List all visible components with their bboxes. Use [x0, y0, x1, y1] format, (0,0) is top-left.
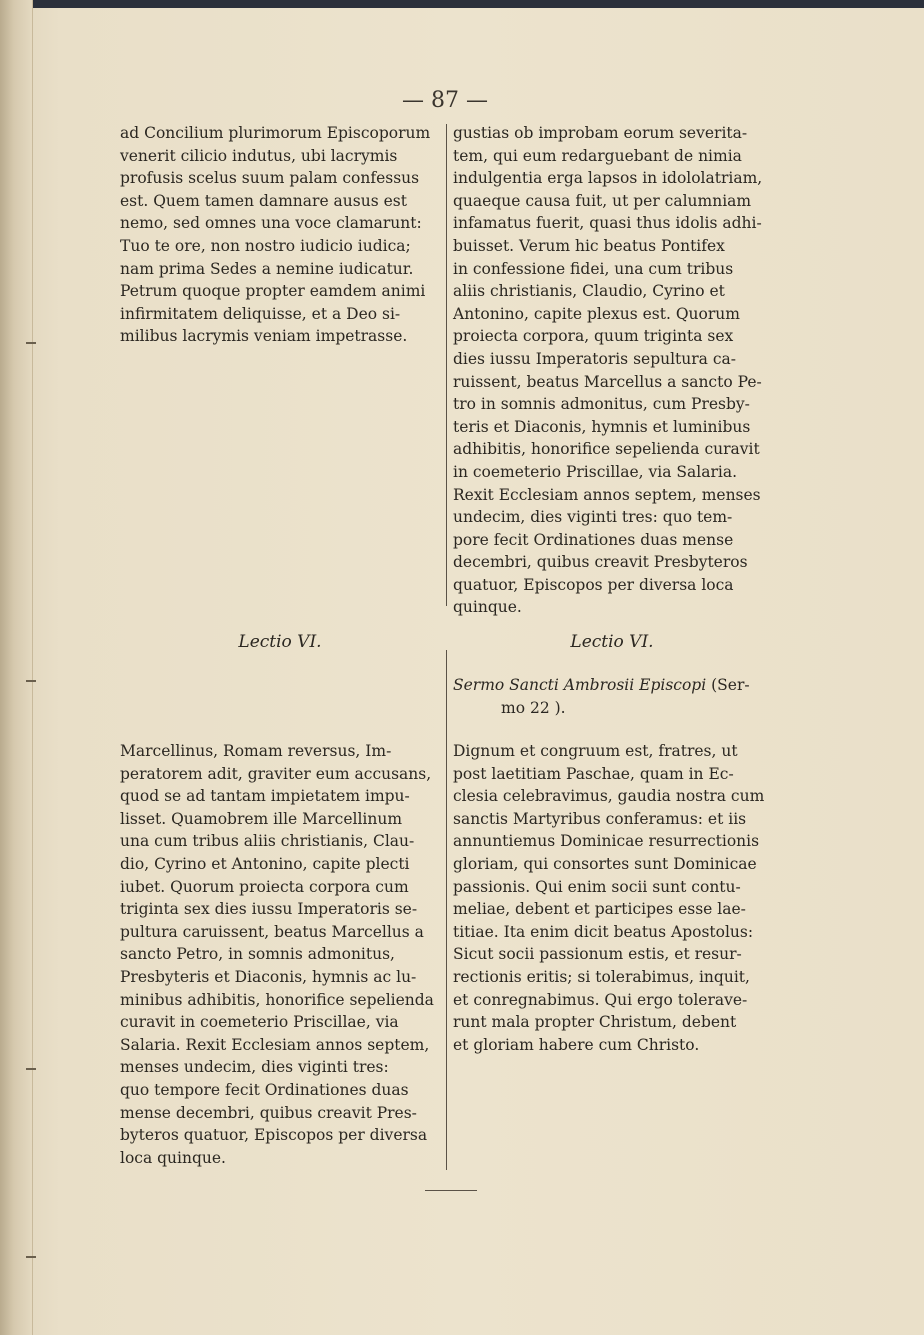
text-line: in confessione fidei, una cum tribus: [453, 259, 734, 278]
text-line: triginta sex dies iussu Imperatoris se-: [120, 900, 418, 919]
text-line: est. Quem tamen damnare ausus est: [120, 191, 407, 210]
text-line: Dignum et congruum est, fratres, ut: [453, 742, 738, 760]
text-line: curavit in coemeterio Priscillae, via: [120, 1013, 399, 1032]
text-line: sancto Petro, in somnis admonitus,: [120, 945, 395, 964]
text-line: Sicut socii passionum estis, et resur-: [453, 945, 742, 964]
spine-mark: [26, 1068, 36, 1070]
text-line: et conregnabimus. Qui ergo tolerave-: [453, 990, 748, 1009]
text-line: infirmitatem deliquisse, et a Deo si-: [120, 304, 401, 323]
text-line: annuntiemus Dominicae resurrectionis: [453, 832, 760, 851]
text-line: Marcellinus, Romam reversus, Im-: [120, 742, 392, 760]
text-line: buisset. Verum hic beatus Pontifex: [453, 236, 725, 255]
right-lectio-heading: Lectio VI.: [570, 632, 654, 652]
text-line: teris et Diaconis, hymnis et luminibus: [453, 417, 751, 436]
text-line: gustias ob improbam eorum severita-: [453, 124, 748, 142]
spine-mark: [26, 680, 36, 682]
text-line: et gloriam habere cum Christo.: [453, 1035, 700, 1054]
text-line: venerit cilicio indutus, ubi lacrymis: [120, 146, 398, 165]
text-line: gloriam, qui consortes sunt Dominicae: [453, 854, 757, 873]
text-line: milibus lacrymis veniam impetrasse.: [120, 327, 408, 346]
text-line: quo tempore fecit Ordinationes duas: [120, 1080, 409, 1099]
text-line: quinque.: [453, 598, 522, 617]
text-line: Antonino, capite plexus est. Quorum: [453, 304, 740, 323]
text-line: nemo, sed omnes una voce clamarunt:: [120, 214, 422, 233]
text-line: minibus adhibitis, honorifice sepelienda: [120, 990, 434, 1009]
bottom-rule: [425, 1190, 477, 1191]
text-line: profusis scelus suum palam confessus: [120, 169, 420, 188]
right-column-lower-text: [453, 740, 771, 1056]
text-line: quatuor, Episcopos per diversa loca: [453, 575, 734, 594]
text-line: quod se ad tantam impietatem impu-: [120, 787, 410, 806]
text-line: proiecta corpora, quum triginta sex: [453, 327, 734, 346]
text-line: Tuo te ore, non nostro iudicio iudica;: [120, 236, 411, 255]
text-line: ruissent, beatus Marcellus a sancto Pe-: [453, 372, 762, 391]
text-line: pultura caruissent, beatus Marcellus a: [120, 922, 424, 941]
text-line: indulgentia erga lapsos in idololatriam,: [453, 169, 763, 188]
text-line: una cum tribus aliis christianis, Clau-: [120, 832, 415, 851]
text-line: clesia celebravimus, gaudia nostra cum: [453, 787, 765, 806]
text-line: Rexit Ecclesiam annos septem, menses: [453, 485, 761, 504]
sermo-title: Sermo Sancti Ambrosii Episcopi: [453, 676, 707, 694]
text-line: quaeque causa fuit, ut per calumniam: [453, 191, 752, 210]
text-line: nam prima Sedes a nemine iudicatur.: [120, 259, 414, 278]
book-spine-edge: [0, 0, 33, 1335]
sermo-ref-start: (Ser-: [706, 676, 750, 694]
text-line: dio, Cyrino et Antonino, capite plecti: [120, 854, 410, 873]
text-line: runt mala propter Christum, debent: [453, 1013, 737, 1032]
text-line: dies iussu Imperatoris sepultura ca-: [453, 349, 737, 368]
left-lectio-heading: Lectio VI.: [238, 632, 322, 652]
sermo-line-2: mo 22 ).: [501, 698, 566, 717]
text-line: iubet. Quorum proiecta corpora cum: [120, 877, 409, 896]
text-line: rectionis eritis; si tolerabimus, inquit,: [453, 967, 750, 986]
text-line: pore fecit Ordinationes duas mense: [453, 530, 734, 549]
text-line: Salaria. Rexit Ecclesiam annos septem,: [120, 1035, 430, 1054]
text-line: post laetitiam Paschae, quam in Ec-: [453, 764, 734, 783]
text-line: meliae, debent et participes esse lae-: [453, 900, 746, 919]
text-line: ad Concilium plurimorum Episcoporum: [120, 124, 431, 142]
page-number: — 87 —: [402, 88, 488, 113]
sermo-attribution: [453, 674, 771, 719]
right-column-upper-text: [453, 122, 771, 619]
text-line: decembri, quibus creavit Presbyteros: [453, 553, 748, 572]
text-line: loca quinque.: [120, 1148, 226, 1167]
text-line: infamatus fuerit, quasi thus idolis adhi-: [453, 214, 762, 233]
text-line: tem, qui eum redarguebant de nimia: [453, 146, 742, 165]
left-column-lower-text: [120, 740, 440, 1169]
text-line: menses undecim, dies viginti tres:: [120, 1058, 389, 1077]
text-line: titiae. Ita enim dicit beatus Apostolus:: [453, 922, 754, 941]
spine-mark: [26, 342, 36, 344]
text-line: undecim, dies viginti tres: quo tem-: [453, 508, 733, 527]
text-line: in coemeterio Priscillae, via Salaria.: [453, 462, 737, 481]
text-line: passionis. Qui enim socii sunt contu-: [453, 877, 741, 896]
text-line: mense decembri, quibus creavit Pres-: [120, 1103, 417, 1122]
text-line: tro in somnis admonitus, cum Presby-: [453, 395, 750, 414]
text-line: sanctis Martyribus conferamus: et iis: [453, 809, 747, 828]
left-column-upper-text: [120, 122, 440, 348]
column-divider-upper: [446, 124, 447, 606]
text-line: peratorem adit, graviter eum accusans,: [120, 764, 432, 783]
spine-mark: [26, 1256, 36, 1258]
sermo-line-1: [453, 674, 771, 697]
text-line: aliis christianis, Claudio, Cyrino et: [453, 282, 725, 301]
text-line: Petrum quoque propter eamdem animi: [120, 282, 426, 301]
text-line: byteros quatuor, Episcopos per diversa: [120, 1126, 428, 1145]
text-line: Presbyteris et Diaconis, hymnis ac lu-: [120, 967, 417, 986]
column-divider-lower: [446, 650, 447, 1170]
text-line: adhibitis, honorifice sepelienda curavit: [453, 440, 760, 459]
text-line: lisset. Quamobrem ille Marcellinum: [120, 809, 403, 828]
scan-top-edge: [0, 0, 924, 8]
